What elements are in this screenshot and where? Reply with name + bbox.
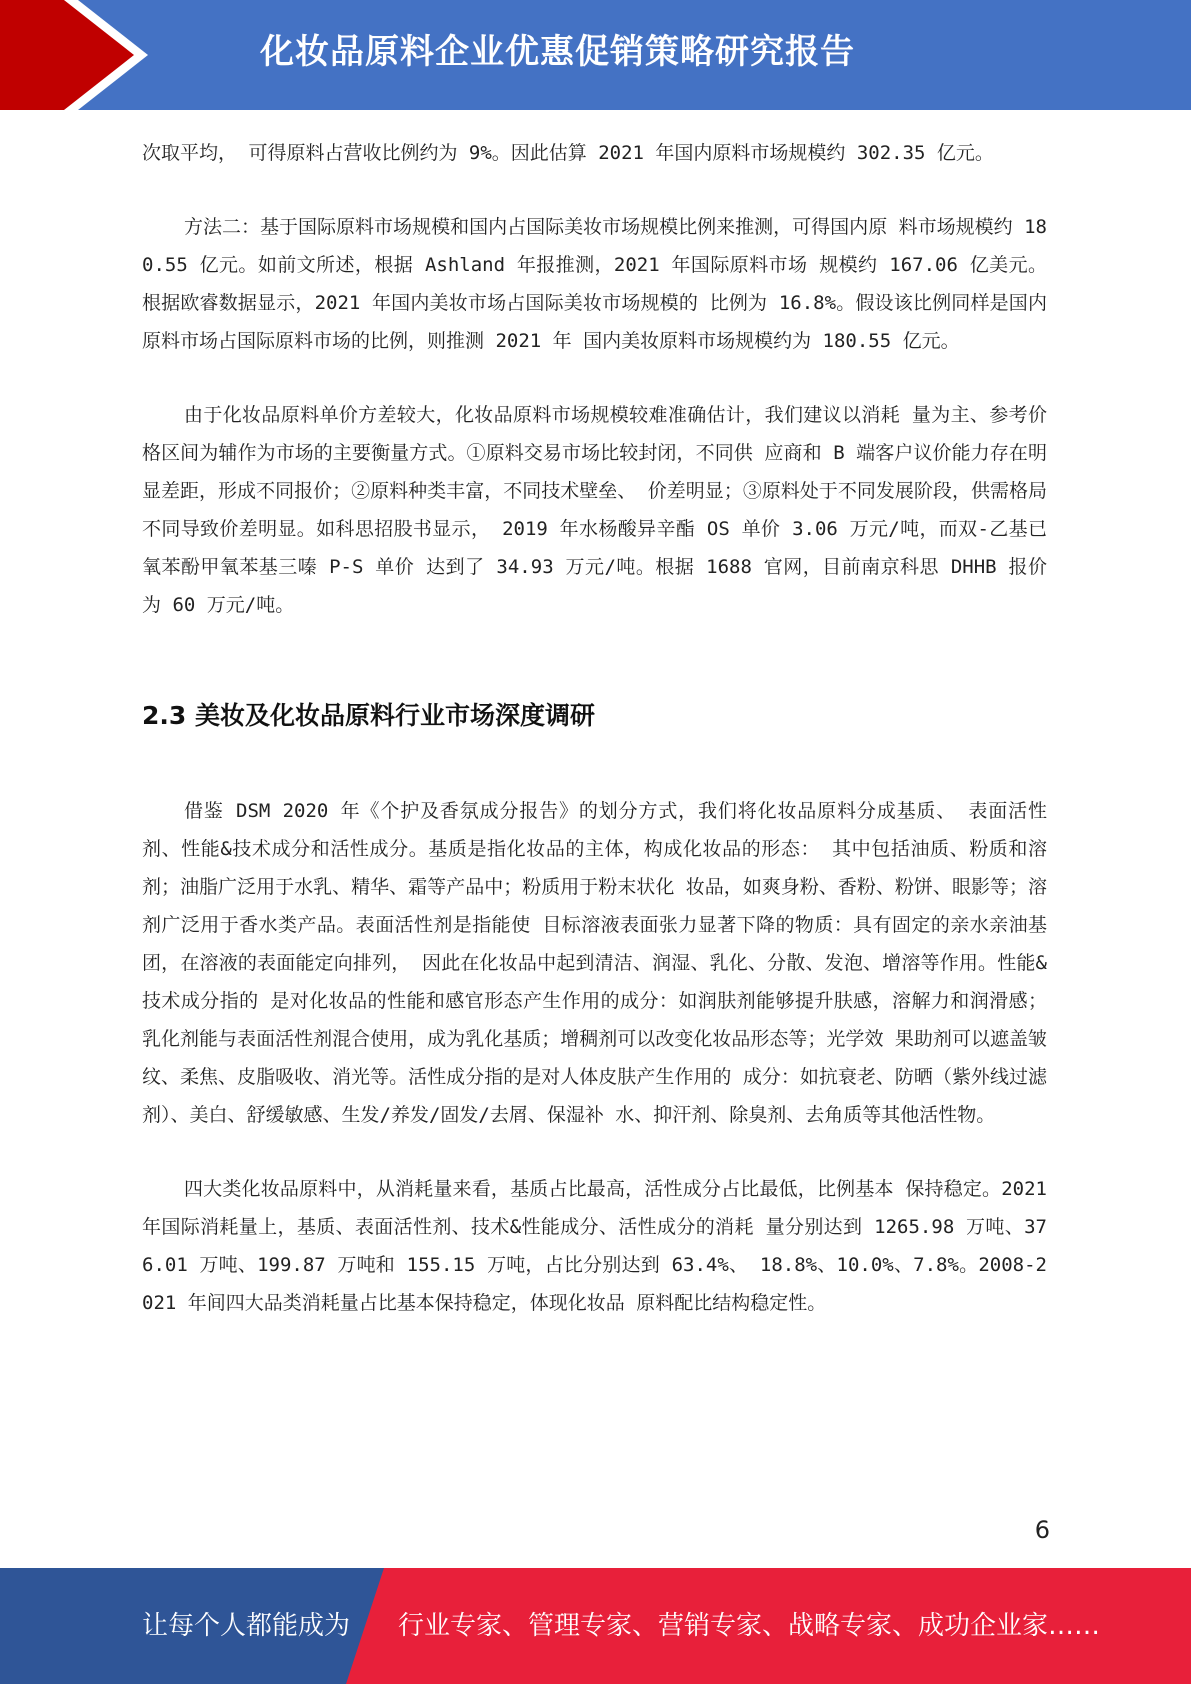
document-body <box>142 134 1047 1322</box>
page-number: 6 <box>1034 1516 1050 1544</box>
header-red-arrow-icon <box>0 0 134 110</box>
page-header <box>0 0 1191 110</box>
body-paragraph-5: 四大类化妆品原料中，从消耗量来看，基质占比最高，活性成分占比最低，比例基本 保持稳定。2021 年国际消耗量上，基质、表面活性剂、技术&性能成分、活性成分的消耗 量分别达到 1265.98 万吨、376.01 万吨、199.87 万吨和 155.15 万吨，占比分别达到 63.4%、 18.8%、10.0%、7.8%。2008-2021 年间四大品类消耗量占比基本保持稳定，体现化妆品 原料配比结构稳定性。 <box>142 1178 1047 1314</box>
header-title: 化妆品原料企业优惠促销策略研究报告 <box>260 32 855 72</box>
page-footer <box>0 1568 1191 1684</box>
body-paragraph-1: 次取平均， 可得原料占营收比例约为 9%。因此估算 2021 年国内原料市场规模约 302.35 亿元。 <box>142 142 994 164</box>
body-paragraph-3: 由于化妆品原料单价方差较大，化妆品原料市场规模较难准确估计，我们建议以消耗 量为主、参考价格区间为辅作为市场的主要衡量方式。①原料交易市场比较封闭，不同供 应商和 B 端客户议价能力存在明显差距，形成不同报价；②原料种类丰富，不同技术壁垒、 价差明显；③原料处于不同发展阶段，供需格局不同导致价差明显。如科思招股书显示， 2019 年水杨酸异辛酯 OS 单价 3.06 万元/吨，而双-乙基已氧苯酚甲氧苯基三嗪 P-S 单价 达到了 34.93 万元/吨。根据 1688 官网，目前南京科思 DHHB 报价为 60 万元/吨。 <box>142 404 1047 616</box>
section-heading: 2.3 美妆及化妆品原料行业市场深度调研 <box>142 701 595 730</box>
footer-slogan-left: 让每个人都能成为 <box>142 1611 351 1641</box>
footer-slogan-right: 行业专家、管理专家、营销专家、战略专家、成功企业家…… <box>398 1611 1101 1641</box>
body-paragraph-4: 借鉴 DSM 2020 年《个护及香氛成分报告》的划分方式，我们将化妆品原料分成基质、 表面活性剂、性能&技术成分和活性成分。基质是指化妆品的主体，构成化妆品的形态： 其中包括油质、粉质和溶剂；油脂广泛用于水乳、精华、霜等产品中；粉质用于粉末状化 妆品，如爽身粉、香粉、粉饼、眼影等；溶剂广泛用于香水类产品。表面活性剂是指能使 目标溶液表面张力显著下降的物质：具有固定的亲水亲油基团，在溶液的表面能定向排列， 因此在化妆品中起到清洁、润湿、乳化、分散、发泡、增溶等作用。性能&技术成分指的 是对化妆品的性能和感官形态产生作用的成分：如润肤剂能够提升肤感，溶解力和润滑感； 乳化剂能与表面活性剂混合使用，成为乳化基质；增稠剂可以改变化妆品形态等；光学效 果助剂可以遮盖皱纹、柔焦、皮脂吸收、消光等。活性成分指的是对人体皮肤产生作用的 成分：如抗衰老、防晒（紫外线过滤剂）、美白、舒缓敏感、生发/养发/固发/去屑、保湿补 水、抑汗剂、除臭剂、去角质等其他活性物。 <box>142 800 1047 1126</box>
body-paragraph-2: 方法二：基于国际原料市场规模和国内占国际美妆市场规模比例来推测，可得国内原 料市场规模约 180.55 亿元。如前文所述，根据 Ashland 年报推测，2021 年国际原料市场 规模约 167.06 亿美元。根据欧睿数据显示，2021 年国内美妆市场占国际美妆市场规模的 比例为 16.8%。假设该比例同样是国内原料市场占国际原料市场的比例，则推测 2021 年 国内美妆原料市场规模约为 180.55 亿元。 <box>142 216 1047 352</box>
